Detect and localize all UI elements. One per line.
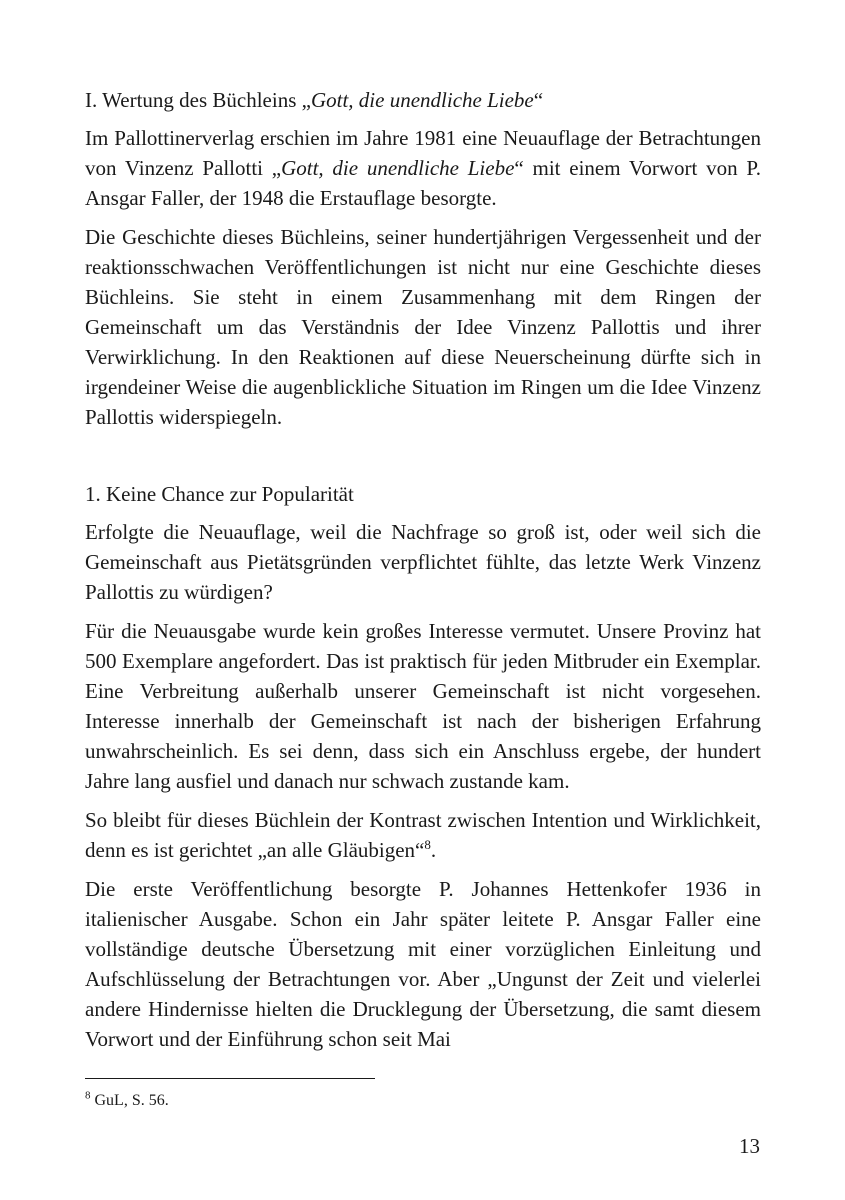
paragraph-neuauflage: Im Pallottinerverlag erschien im Jahre 1981 eine Neuauflage der Betrachtungen von Vinzenz Pallotti „Gott, die unendliche Liebe“ mit einem Vorwort von P. Ansgar Faller, der 1948 die Erstauflage besorgte. bbox=[85, 126, 761, 210]
page-number: 13 bbox=[739, 1134, 760, 1158]
book-title-inline: Gott, die unendliche Liebe bbox=[281, 156, 515, 180]
paragraph-neuausgabe: Für die Neuausgabe wurde kein großes Interesse vermutet. Unsere Provinz hat 500 Exemplare angefordert. Das ist praktisch für jeden Mitbruder ein Exemplar. Eine Verbreitung außerhalb unserer Gemeinschaft ist nicht vorgesehen. Interesse innerhalb der Gemeinschaft ist nach der bisherigen Erfahrung unwahrscheinlich. Es sei denn, dass sich ein Anschluss ergebe, der hundert Jahre lang ausfiel und danach nur schwach zustande kam. bbox=[85, 619, 761, 793]
footnote-text: GuL, S. 56. bbox=[90, 1092, 169, 1109]
footnote bbox=[85, 1090, 169, 1112]
section-heading-wertung: I. Wertung des Büchleins „Gott, die unendliche Liebe“ bbox=[85, 88, 544, 112]
main-text bbox=[85, 86, 761, 1054]
footnote-divider bbox=[85, 1078, 375, 1079]
section-heading-popularitaet: 1. Keine Chance zur Popularität bbox=[85, 482, 354, 506]
paragraph-erste-veroeffentlichung: Die erste Veröffentlichung besorgte P. Johannes Hettenkofer 1936 in italienischer Ausgabe. Schon ein Jahr später leitete P. Ansgar Faller eine vollständige deutsche Übersetzung mit einer vorzüglichen Einleitung und Aufschlüsselung der Betrachtungen vor. Aber „Ungunst der Zeit und vielerlei andere Hindernisse hielten die Drucklegung der Übersetzung, die samt diesem Vorwort und der Einführung schon seit Mai bbox=[85, 877, 761, 1051]
paragraph-nachfrage: Erfolgte die Neuauflage, weil die Nachfrage so groß ist, oder weil sich die Gemeinschaft aus Pietätsgründen verpflichtet fühlte, das letzte Werk Vinzenz Pallottis zu würdigen? bbox=[85, 520, 761, 604]
book-title: Gott, die unendliche Liebe bbox=[310, 88, 534, 112]
paragraph-geschichte: Die Geschichte dieses Büchleins, seiner hundertjährigen Vergessenheit und der reaktionsschwachen Veröffentlichungen ist nicht nur eine Geschichte dieses Büchleins. Sie steht in einem Zusammenhang mit dem Ringen der Gemeinschaft um das Verständnis der Idee Vinzenz Pallottis und ihrer Verwirklichung. In den Reaktionen auf diese Neuerscheinung dürfte sich in irgendeiner Weise die augenblickliche Situation im Ringen um die Idee Vinzenz Pallottis widerspiegeln. bbox=[85, 225, 761, 429]
footnote-marker: 8 bbox=[85, 1089, 91, 1102]
paragraph-kontrast: So bleibt für dieses Büchlein der Kontrast zwischen Intention und Wirklichkeit, denn es ist gerichtet „an alle Gläubigen“$^8$. bbox=[85, 808, 761, 862]
footnote-reference[interactable]: 8 bbox=[424, 837, 431, 852]
